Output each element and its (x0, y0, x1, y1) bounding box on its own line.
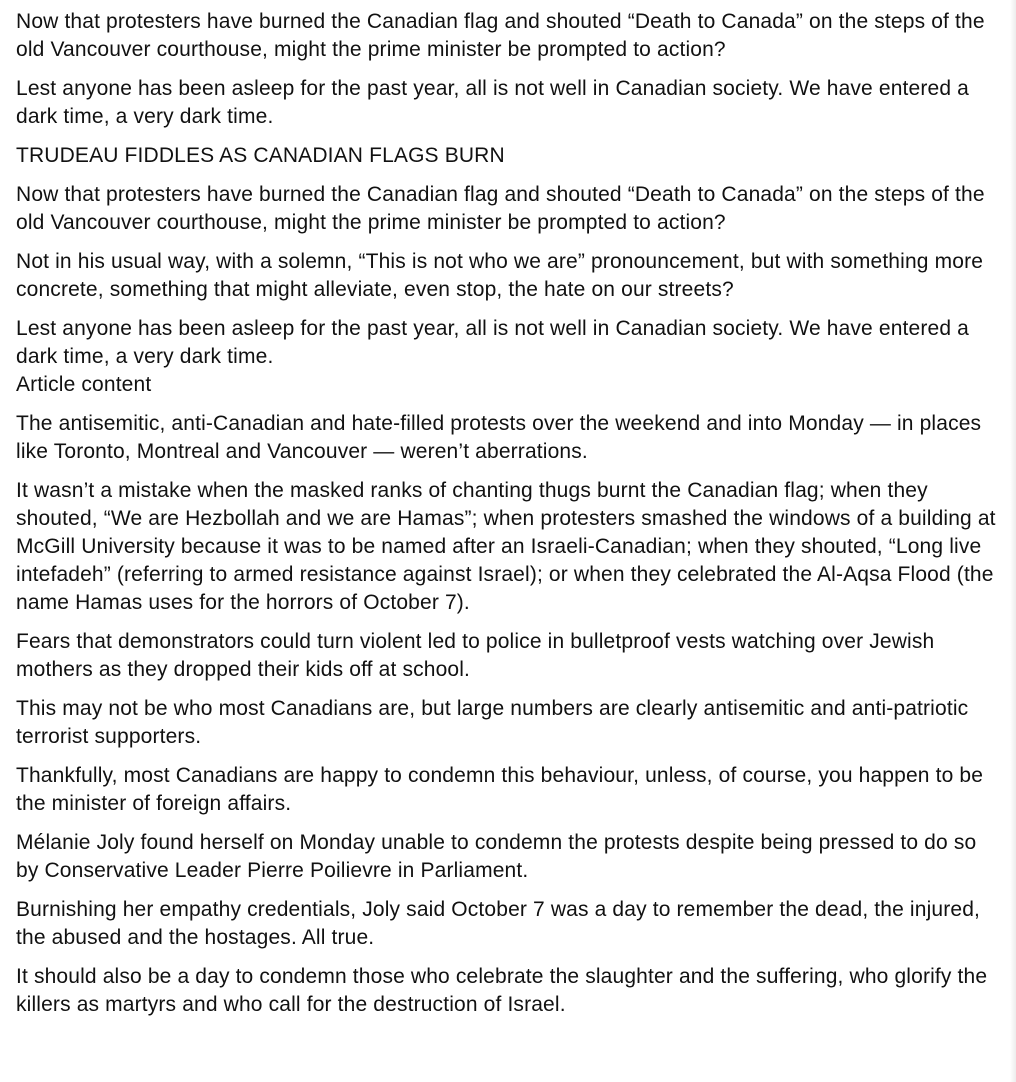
paragraph-dark-time: Lest anyone has been asleep for the past year, all is not well in Canadian society. We have entered a dark time, a very dark time. (16, 77, 969, 128)
paragraph-thankfully: Thankfully, most Canadians are happy to condemn this behaviour, unless, of course, you happen to be the minister of foreign affairs. (16, 764, 984, 815)
paragraph-mistake: It wasn’t a mistake when the masked ranks of chanting thugs burnt the Canadian flag; when they shouted, “We are Hezbollah and we are Hamas”; when protesters smashed the windows of a building at McGill University because it was to be named after an Israeli-Canadian; when they shouted, “Long live intefadeh” (referring to armed resistance against Israel); or when they celebrated the Al-Aqsa Flood (the name Hamas uses for the horrors of October 7). (16, 479, 996, 614)
right-edge-shadow (1010, 0, 1016, 1082)
paragraph-fears: Fears that demonstrators could turn violent led to police in bulletproof vests watching over Jewish mothers as they dropped their kids off at school. (16, 630, 935, 681)
paragraph-condemn: It should also be a day to condemn those who celebrate the slaughter and the suffering, who glorify the killers as martyrs and who call for the destruction of Israel. (16, 965, 988, 1016)
article-headline: TRUDEAU FIDDLES AS CANADIAN FLAGS BURN (16, 144, 505, 167)
paragraph-usual-way: Not in his usual way, with a solemn, “This is not who we are” pronouncement, but with something more concrete, something that might alleviate, even stop, the hate on our streets? (16, 250, 984, 301)
paragraph-dark-time-repeat: Lest anyone has been asleep for the past year, all is not well in Canadian society. We have entered a dark time, a very dark time. (16, 317, 969, 368)
article-content-label: Article content (16, 373, 152, 396)
paragraph-intro: Now that protesters have burned the Canadian flag and shouted “Death to Canada” on the steps of the old Vancouver courthouse, might the prime minister be prompted to action? (16, 10, 985, 61)
paragraph-protests: The antisemitic, anti-Canadian and hate-filled protests over the weekend and into Monday — in places like Toronto, Montreal and Vancouver — weren’t aberrations. (16, 412, 982, 463)
paragraph-who-canadians-are: This may not be who most Canadians are, but large numbers are clearly antisemitic and anti-patriotic terrorist supporters. (16, 697, 969, 748)
paragraph-empathy: Burnishing her empathy credentials, Joly said October 7 was a day to remember the dead, the injured, the abused and the hostages. All true. (16, 898, 981, 949)
paragraph-joly: Mélanie Joly found herself on Monday unable to condemn the protests despite being pressed to do so by Conservative Leader Pierre Poilievre in Parliament. (16, 831, 977, 882)
paragraph-intro-repeat: Now that protesters have burned the Canadian flag and shouted “Death to Canada” on the steps of the old Vancouver courthouse, might the prime minister be prompted to action? (16, 183, 985, 234)
article-body (16, 8, 1001, 1030)
